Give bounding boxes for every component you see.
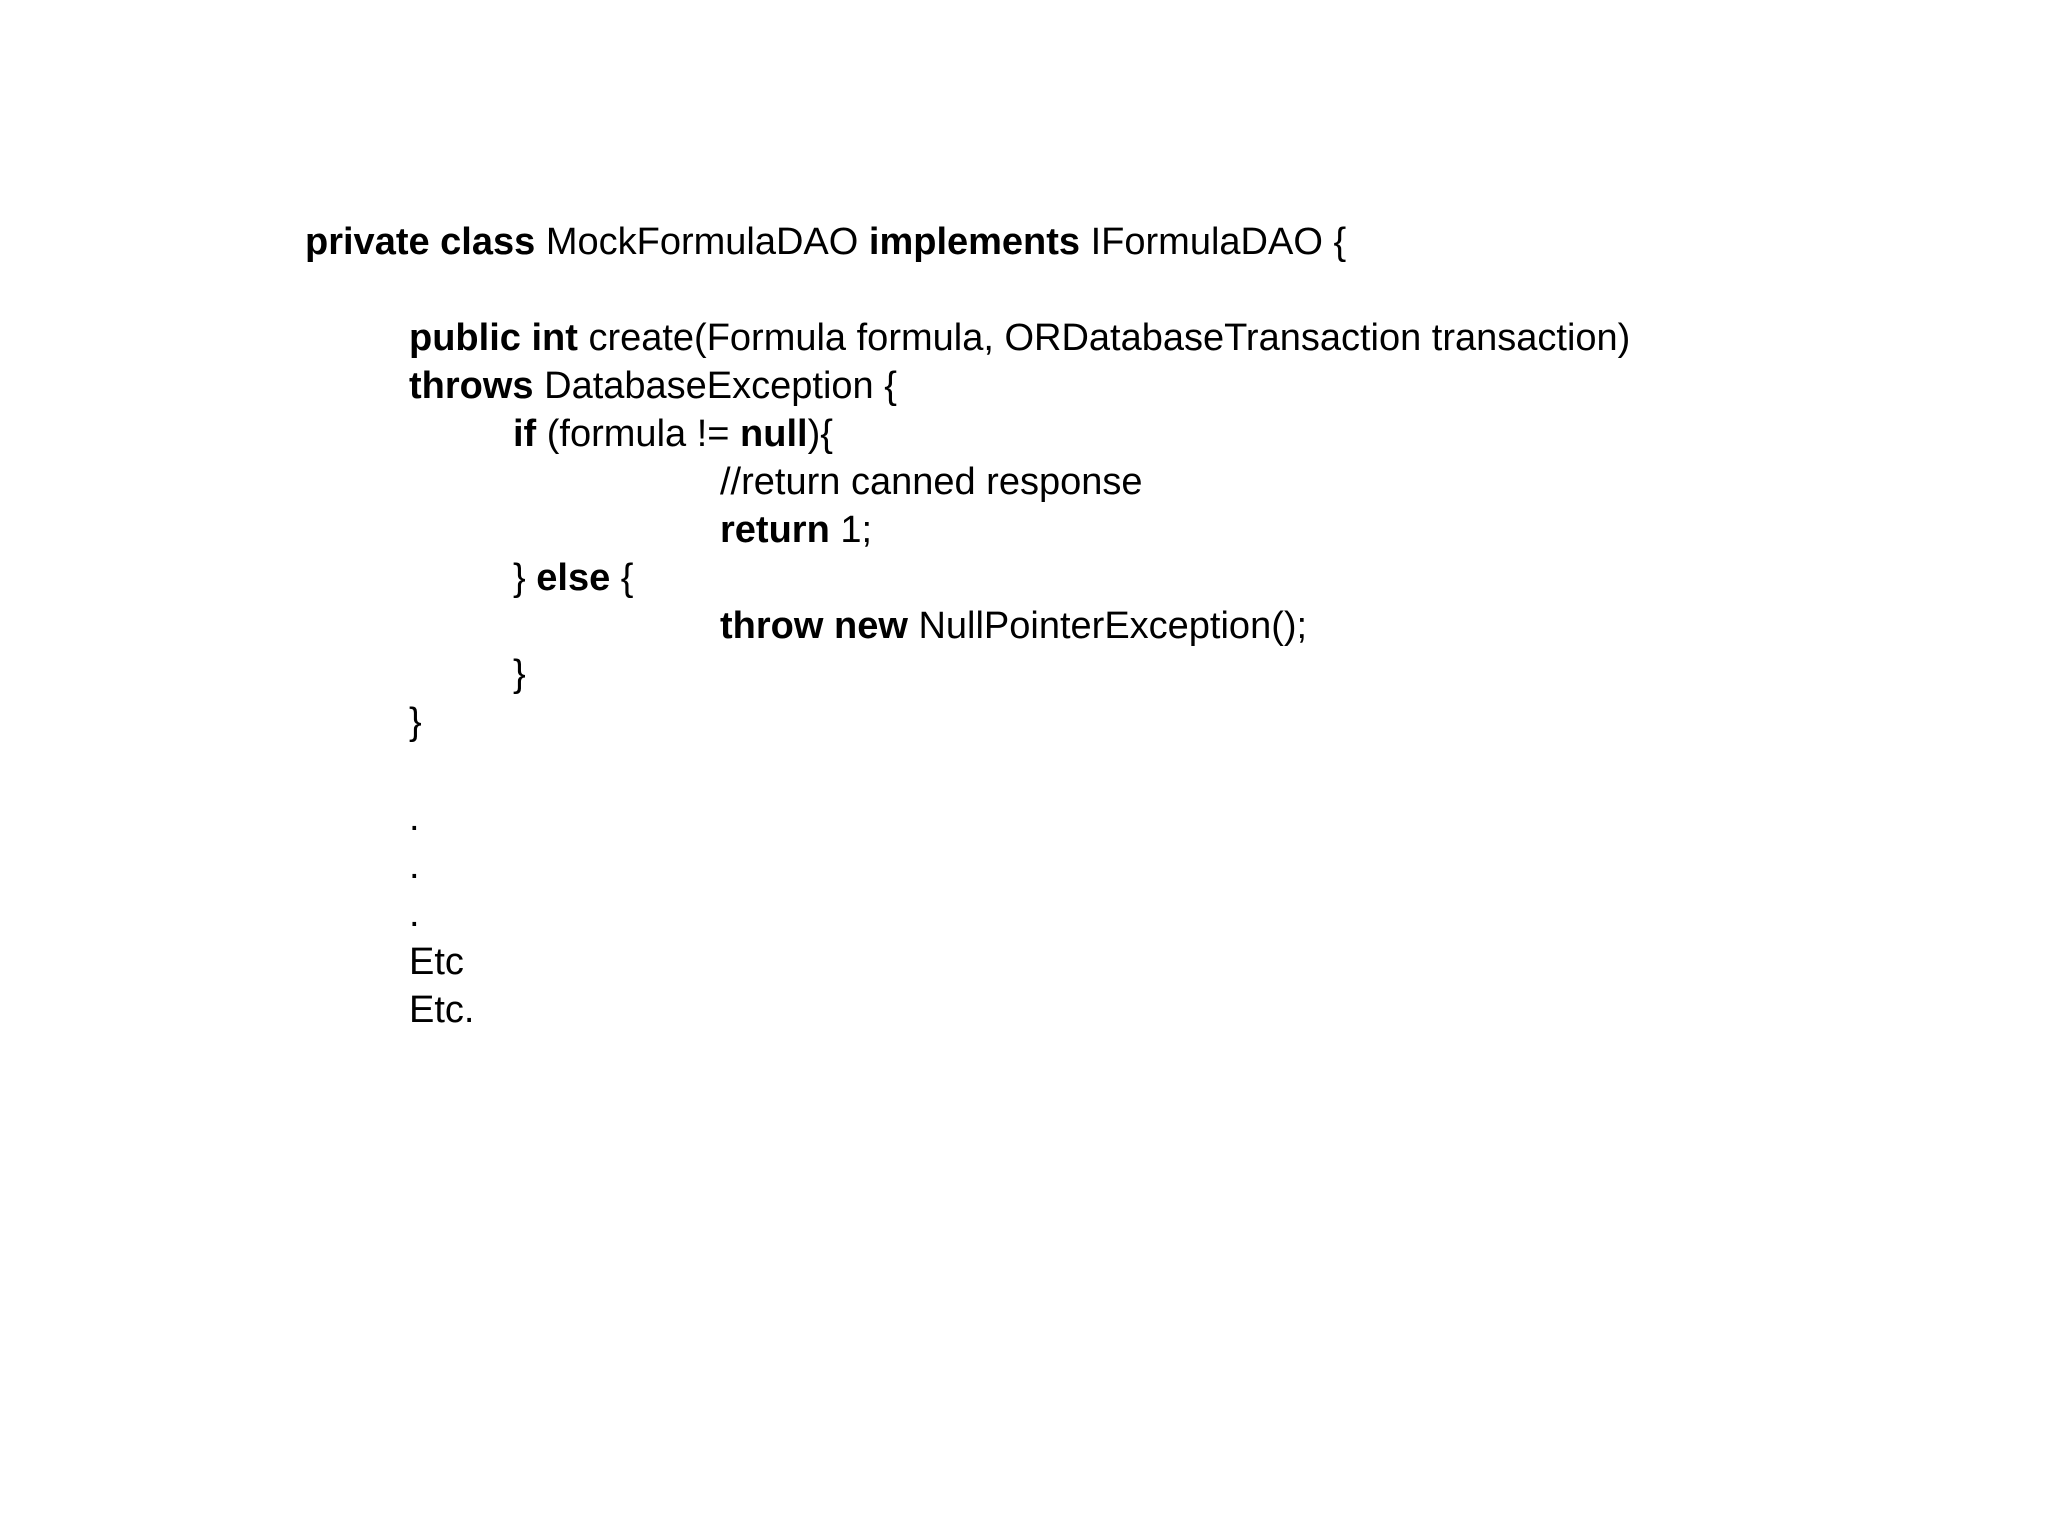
return-value: 1; — [840, 509, 873, 551]
if-line — [513, 410, 833, 458]
if-condition-start: (formula != — [546, 413, 741, 455]
comment-line — [720, 458, 1143, 506]
etc-line-1 — [409, 938, 464, 986]
throws-type: DatabaseException { — [544, 365, 897, 407]
throws-keyword: throws — [409, 365, 534, 407]
class-name: MockFormulaDAO — [545, 221, 859, 263]
implements-keyword: implements — [868, 221, 1081, 263]
dot-text: . — [409, 893, 420, 935]
else-line — [513, 554, 633, 602]
throw-new-keyword: throw new — [720, 605, 908, 647]
code-comment: //return canned response — [720, 461, 1143, 503]
throw-line — [720, 602, 1307, 650]
return-line — [720, 506, 872, 554]
method-modifiers: public int — [409, 317, 578, 359]
etc-text: Etc — [409, 941, 464, 983]
ellipsis-dot-1 — [409, 794, 420, 842]
throw-expression: NullPointerException(); — [918, 605, 1308, 647]
method-close-line — [409, 698, 422, 746]
dot-text: . — [409, 845, 420, 887]
method-signature: create(Formula formula, ORDatabaseTransaction transaction) — [588, 317, 1631, 359]
else-open-brace: } — [513, 557, 537, 599]
class-keyword: private class — [305, 221, 536, 263]
null-keyword: null — [740, 413, 808, 455]
throws-line — [409, 362, 897, 410]
interface-name: IFormulaDAO { — [1090, 221, 1347, 263]
if-condition-end: ){ — [807, 413, 833, 455]
etc-line-2 — [409, 986, 474, 1034]
class-declaration-line — [305, 218, 1346, 266]
ellipsis-dot-2 — [409, 842, 420, 890]
inner-close-brace: } — [513, 653, 526, 695]
etc-text: Etc. — [409, 989, 475, 1031]
ellipsis-dot-3 — [409, 890, 420, 938]
method-close-brace: } — [409, 701, 422, 743]
method-signature-line — [409, 314, 1630, 362]
else-brace: { — [620, 557, 634, 599]
inner-close-line — [513, 650, 526, 698]
if-keyword: if — [513, 413, 537, 455]
else-keyword: else — [536, 557, 611, 599]
dot-text: . — [409, 797, 420, 839]
return-keyword: return — [720, 509, 830, 551]
